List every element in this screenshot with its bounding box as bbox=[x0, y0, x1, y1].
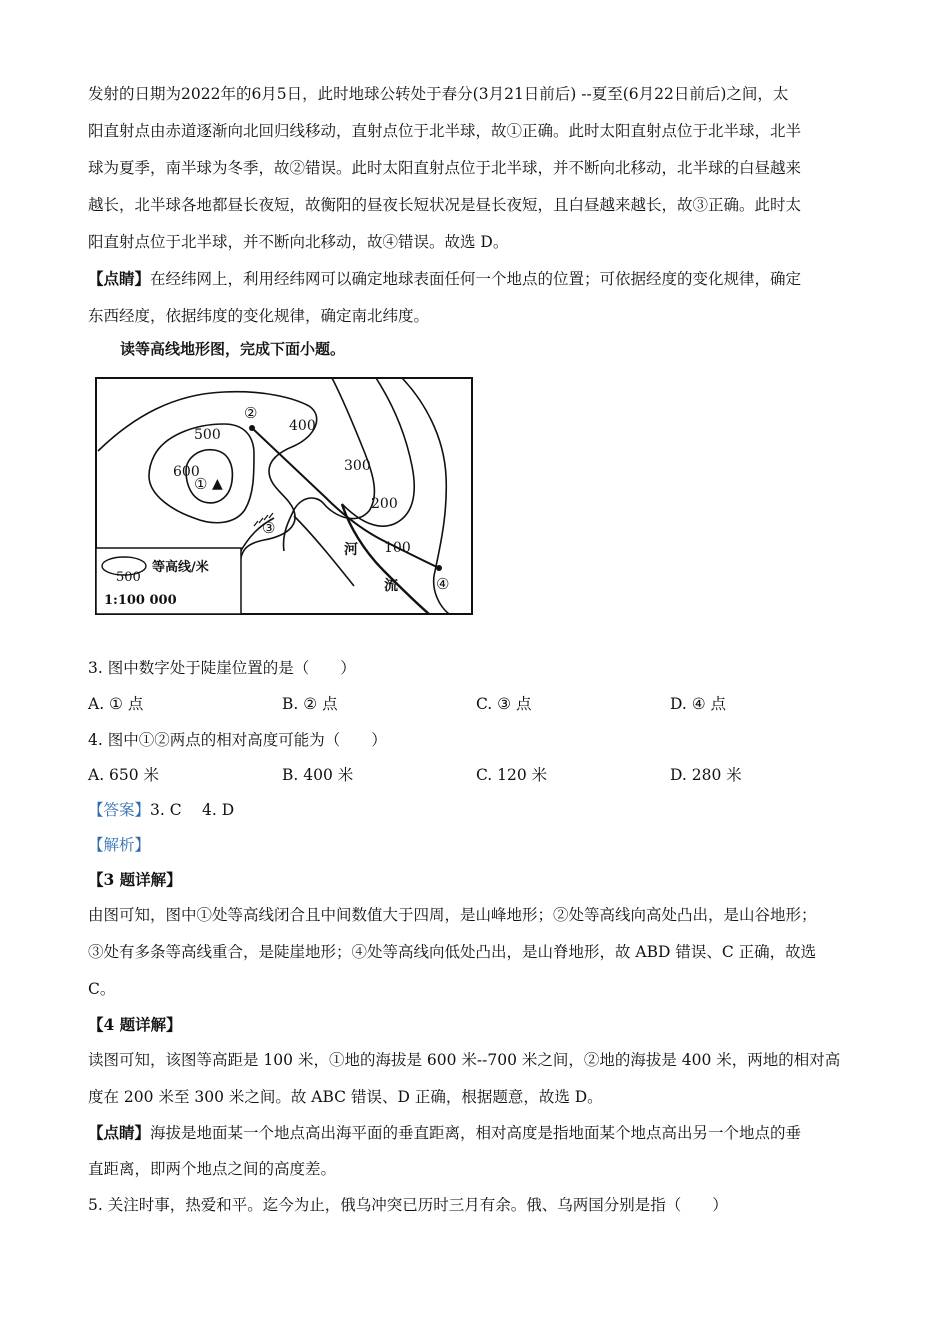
analysis-line-1: 发射的日期为2022年的6月5日，此时地球公转处于春分(3月21日前后) --夏至(6月22日前后)之间，太 bbox=[88, 85, 789, 103]
q4-detail-line-1: 读图可知，该图等高距是 100 米，①地的海拔是 600 米--700 米之间，②地的海拔是 400 米，两地的相对高 bbox=[88, 1051, 841, 1069]
legend-text: 等高线/米 bbox=[152, 560, 209, 575]
q4-option-a: A. 650 米 bbox=[88, 766, 160, 784]
point-4-dot bbox=[436, 565, 442, 571]
analysis-label: 【解析】 bbox=[88, 836, 151, 854]
question-intro: 读等高线地形图，完成下面小题。 bbox=[120, 340, 346, 358]
q3-detail-line-1: 由图可知，图中①处等高线闭合且中间数值大于四周，是山峰地形；②处等高线向高处凸出，是山谷地形； bbox=[88, 906, 817, 924]
point-1: ① bbox=[194, 475, 208, 493]
analysis-line-3: 球为夏季，南半球为冬季，故②错误。此时太阳直射点位于北半球，并不断向北移动，北半球的白昼越来 bbox=[88, 159, 802, 177]
analysis-line-4: 越长，北半球各地都昼长夜短，故衡阳的昼夜长短状况是昼长夜短，且白昼越来越长，故③正确。此时太 bbox=[88, 196, 802, 214]
point-3: ③ bbox=[262, 519, 276, 537]
q3-stem: 3. 图中数字处于陡崖位置的是（ ） bbox=[88, 659, 356, 677]
q3-option-b: B. ② 点 bbox=[282, 695, 338, 713]
answer-line bbox=[88, 798, 234, 820]
note2-line-2: 直距离，即两个地点之间的高度差。 bbox=[88, 1160, 337, 1178]
point-4: ④ bbox=[436, 575, 450, 593]
analysis-line-2: 阳直射点由赤道逐渐向北回归线移动，直射点位于北半球，故①正确。此时太阳直射点位于北半球，北半 bbox=[88, 122, 802, 140]
note-line-1 bbox=[88, 267, 801, 289]
q3-option-d: D. ④ 点 bbox=[670, 695, 727, 713]
q4-detail-line-2: 度在 200 米至 300 米之间。故 ABC 错误、D 正确，根据题意，故选 D。 bbox=[88, 1088, 603, 1106]
point-2: ② bbox=[244, 404, 258, 422]
q3-option-a: A. ① 点 bbox=[88, 695, 144, 713]
point-2-dot bbox=[249, 425, 255, 431]
q4-option-b: B. 400 米 bbox=[282, 766, 354, 784]
q3-detail-label: 【3 题详解】 bbox=[88, 870, 182, 889]
q3-detail-line-2: ③处有多条等高线重合，是陡崖地形；④处等高线向低处凸出，是山脊地形，故 ABD 错误、C 正确，故选 bbox=[88, 943, 817, 961]
label-100: 100 bbox=[384, 540, 411, 556]
q3-option-c: C. ③ 点 bbox=[476, 695, 532, 713]
q4-detail-label: 【4 题详解】 bbox=[88, 1015, 182, 1034]
contour-map bbox=[94, 376, 476, 616]
analysis-line-5: 阳直射点位于北半球，并不断向北移动，故④错误。故选 D。 bbox=[88, 233, 509, 251]
note2-line-1 bbox=[88, 1121, 801, 1143]
note2-label: 【点睛】 bbox=[88, 1123, 151, 1142]
note-label: 【点睛】 bbox=[88, 269, 151, 288]
label-500: 500 bbox=[194, 427, 221, 443]
note-line-2: 东西经度，依据纬度的变化规律，确定南北纬度。 bbox=[88, 307, 430, 325]
river-char-2: 流 bbox=[384, 578, 398, 594]
legend-value: 500 bbox=[116, 570, 141, 585]
label-200: 200 bbox=[371, 496, 398, 512]
river-char-1: 河 bbox=[344, 542, 358, 558]
q4-option-c: C. 120 米 bbox=[476, 766, 548, 784]
label-300: 300 bbox=[344, 458, 371, 474]
label-600: 600 bbox=[173, 464, 200, 480]
peak-icon: ▲ bbox=[212, 476, 223, 492]
q5-stem: 5. 关注时事，热爱和平。迄今为止，俄乌冲突已历时三月有余。俄、乌两国分别是指（ ） bbox=[88, 1196, 728, 1214]
answer-text: 3. C 4. D bbox=[150, 801, 235, 819]
note2-text-1: 海拔是地面某一个地点高出海平面的垂直距离，相对高度是指地面某个地点高出另一个地点的垂 bbox=[150, 1124, 802, 1142]
label-400: 400 bbox=[289, 418, 316, 434]
map-scale: 1:100 000 bbox=[104, 593, 177, 608]
note-text-1: 在经纬网上，利用经纬网可以确定地球表面任何一个地点的位置；可依据经度的变化规律，确定 bbox=[150, 270, 802, 288]
q4-option-d: D. 280 米 bbox=[670, 766, 742, 784]
q3-detail-line-3: C。 bbox=[88, 980, 116, 998]
answer-label: 【答案】 bbox=[88, 801, 151, 819]
q4-stem: 4. 图中①②两点的相对高度可能为（ ） bbox=[88, 731, 387, 749]
